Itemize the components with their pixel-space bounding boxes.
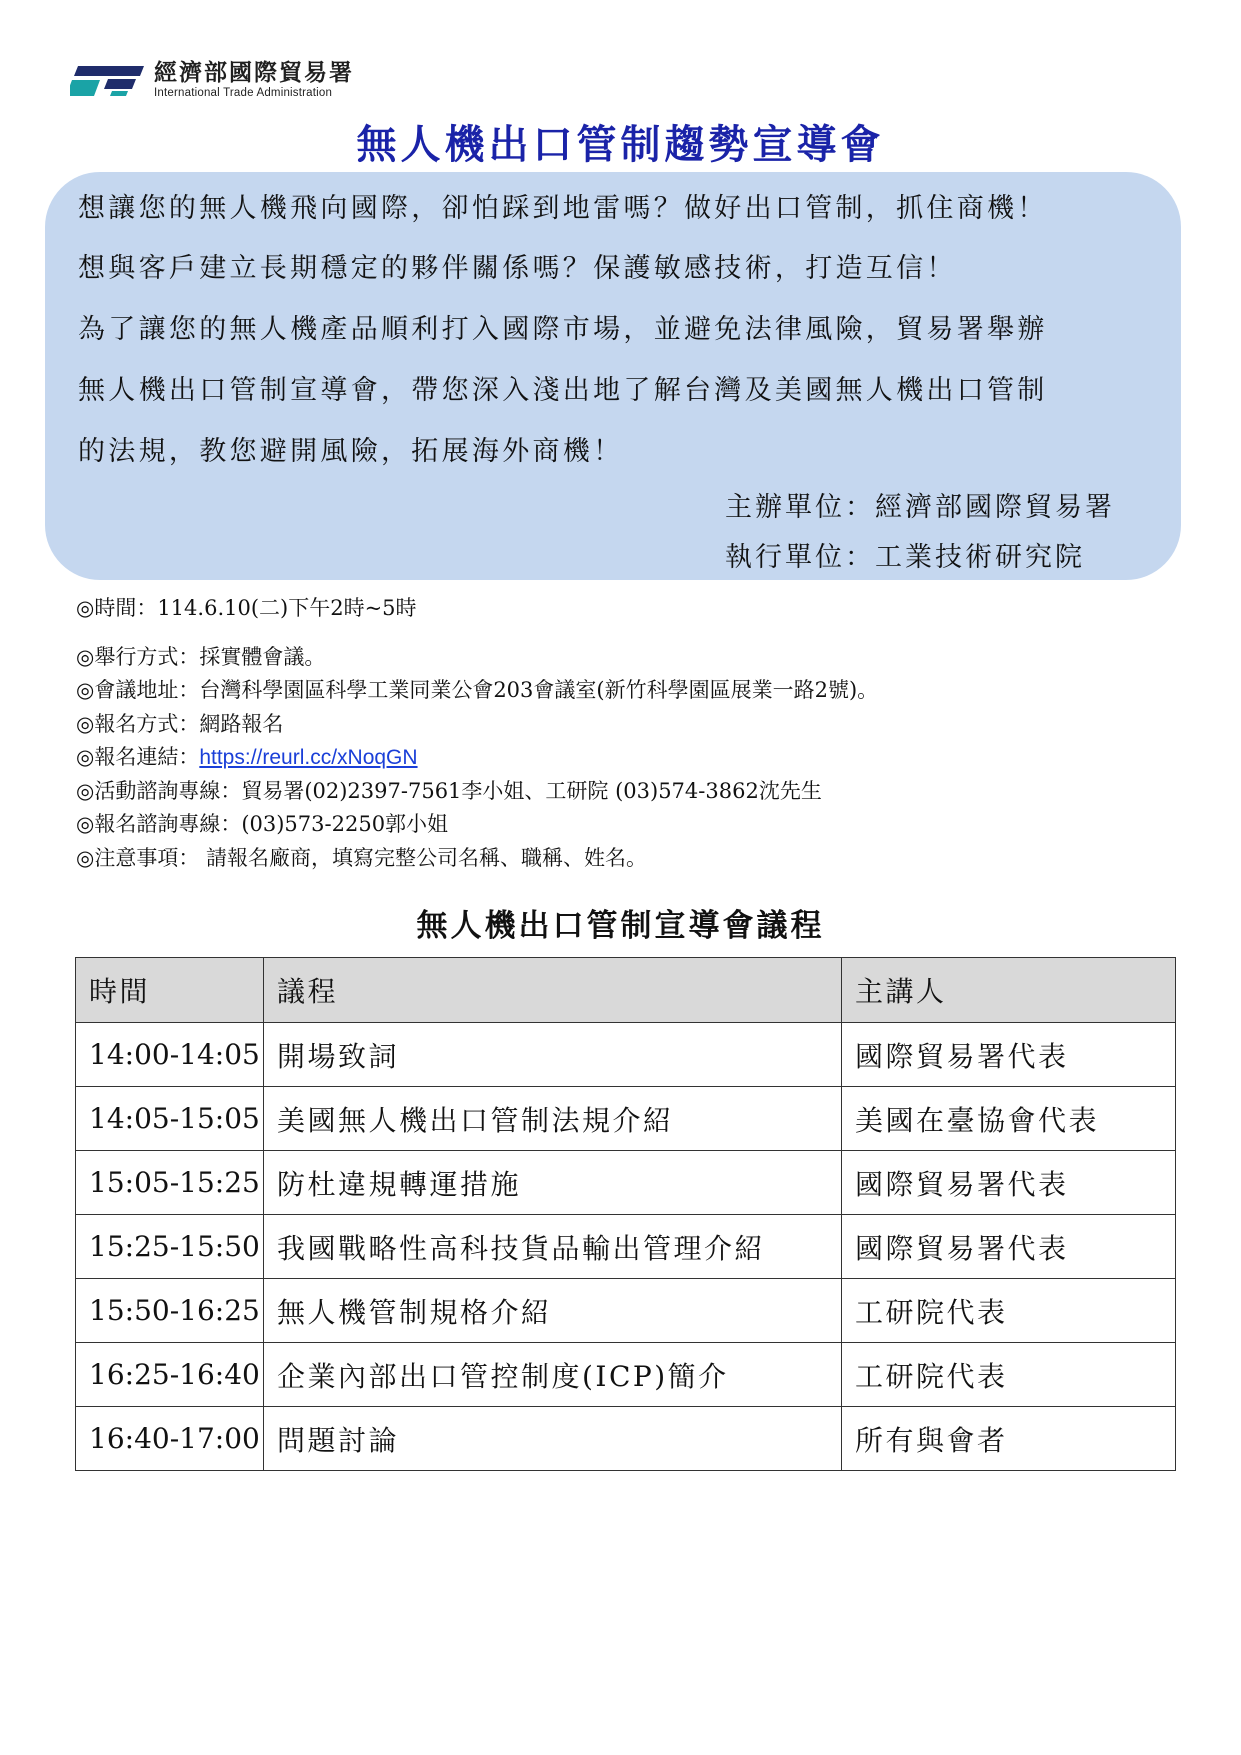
header-speaker: 主講人 bbox=[842, 958, 1176, 1023]
row-topic: 企業內部出口管控制度(ICP)簡介 bbox=[264, 1343, 842, 1407]
organizer: 主辦單位：經濟部國際貿易署 bbox=[725, 492, 1115, 523]
table-row bbox=[76, 1215, 1176, 1279]
row-topic: 防杜違規轉運措施 bbox=[264, 1151, 842, 1215]
notice: ◎注意事項： 請報名廠商，填寫完整公司名稱、職稱、姓名。 bbox=[76, 846, 647, 870]
header-time: 時間 bbox=[76, 958, 264, 1023]
registration-link-row bbox=[76, 741, 418, 771]
row-topic: 美國無人機出口管制法規介紹 bbox=[264, 1087, 842, 1151]
row-time: 14:05-15:05 bbox=[76, 1087, 264, 1151]
table-row bbox=[76, 1087, 1176, 1151]
row-speaker: 國際貿易署代表 bbox=[842, 1215, 1176, 1279]
registration-link-label: ◎報名連結： bbox=[76, 745, 200, 769]
row-topic: 開場致詞 bbox=[264, 1023, 842, 1087]
registration-link[interactable]: https://reurl.cc/xNoqGN bbox=[199, 746, 418, 769]
row-speaker: 工研院代表 bbox=[842, 1279, 1176, 1343]
intro-line-3: 為了讓您的無人機產品順利打入國際市場，並避免法律風險，貿易署舉辦 bbox=[78, 314, 1048, 345]
row-topic: 問題討論 bbox=[264, 1407, 842, 1471]
row-time: 16:40-17:00 bbox=[76, 1407, 264, 1471]
intro-line-4: 無人機出口管制宣導會，帶您深入淺出地了解台灣及美國無人機出口管制 bbox=[78, 375, 1048, 406]
event-format: ◎舉行方式：採實體會議。 bbox=[76, 645, 326, 669]
table-row bbox=[76, 1343, 1176, 1407]
table-row bbox=[76, 1407, 1176, 1471]
row-speaker: 國際貿易署代表 bbox=[842, 1023, 1176, 1087]
event-hotline: ◎活動諮詢專線：貿易署(02)2397-7561李小姐、工研院 (03)574-3862沈先生 bbox=[76, 779, 822, 803]
row-speaker: 國際貿易署代表 bbox=[842, 1151, 1176, 1215]
row-time: 14:00-14:05 bbox=[76, 1023, 264, 1087]
table-row bbox=[76, 1023, 1176, 1087]
row-topic: 無人機管制規格介紹 bbox=[264, 1279, 842, 1343]
agenda-table bbox=[75, 957, 1176, 1471]
row-time: 15:50-16:25 bbox=[76, 1279, 264, 1343]
event-time: ◎時間：114.6.10(二)下午2時~5時 bbox=[76, 596, 417, 620]
row-speaker: 美國在臺協會代表 bbox=[842, 1087, 1176, 1151]
registration-method: ◎報名方式：網路報名 bbox=[76, 712, 284, 736]
logo-name-zh: 經濟部國際貿易署 bbox=[154, 60, 354, 86]
row-speaker: 所有與會者 bbox=[842, 1407, 1176, 1471]
agenda-title: 無人機出口管制宣導會議程 bbox=[416, 908, 825, 944]
header-agenda: 議程 bbox=[264, 958, 842, 1023]
row-speaker: 工研院代表 bbox=[842, 1343, 1176, 1407]
table-row bbox=[76, 1279, 1176, 1343]
page-title: 無人機出口管制趨勢宣導會 bbox=[356, 121, 885, 168]
intro-box bbox=[45, 172, 1181, 580]
row-time: 16:25-16:40 bbox=[76, 1343, 264, 1407]
intro-line-5: 的法規，教您避開風險，拓展海外商機！ bbox=[78, 436, 624, 467]
intro-line-2: 想與客戶建立長期穩定的夥伴關係嗎？保護敏感技術，打造互信！ bbox=[78, 253, 957, 284]
logo-name-en: International Trade Administration bbox=[154, 87, 333, 99]
registration-hotline: ◎報名諮詢專線：(03)573-2250郭小姐 bbox=[76, 812, 449, 836]
executor: 執行單位：工業技術研究院 bbox=[725, 542, 1085, 573]
row-topic: 我國戰略性高科技貨品輸出管理介紹 bbox=[264, 1215, 842, 1279]
row-time: 15:25-15:50 bbox=[76, 1215, 264, 1279]
agenda-header-row bbox=[76, 958, 1176, 1023]
row-time: 15:05-15:25 bbox=[76, 1151, 264, 1215]
table-row bbox=[76, 1151, 1176, 1215]
event-address: ◎會議地址：台灣科學園區科學工業同業公會203會議室(新竹科學園區展業一路2號)。 bbox=[76, 678, 879, 702]
intro-line-1: 想讓您的無人機飛向國際，卻怕踩到地雷嗎？做好出口管制，抓住商機！ bbox=[78, 193, 1048, 224]
ita-logo bbox=[70, 55, 354, 105]
ita-logo-mark-icon bbox=[70, 62, 148, 98]
